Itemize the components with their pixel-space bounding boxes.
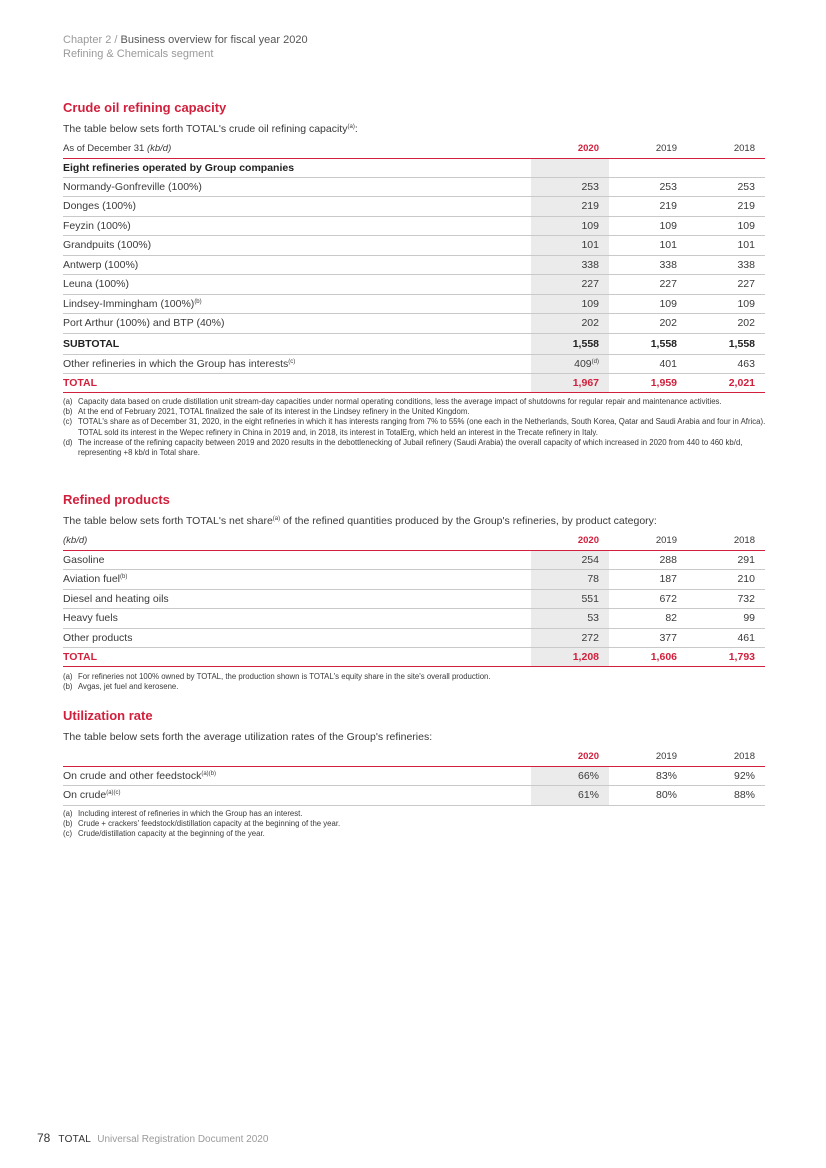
cell-2018: 338 (687, 255, 765, 275)
row-label-text: Normandy-Gonfreville (100%) (63, 180, 202, 193)
table-row (63, 275, 765, 295)
cell-2019: 109 (609, 294, 687, 314)
row-label (63, 216, 531, 236)
other-label-text: Other refineries in which the Group has interests (63, 357, 289, 370)
total-2020: 1,208 (531, 648, 609, 667)
footnote (63, 397, 767, 407)
footnote-text: Crude/distillation capacity at the beginning of the year. (78, 829, 265, 839)
header-as-of: As of December 31 (63, 143, 145, 154)
row-label-text: Feyzin (100%) (63, 219, 131, 232)
table-row (63, 628, 765, 648)
footnote-text: Capacity data based on crude distillation unit stream-day capacities under normal operating conditions, less the average impact of shutdowns for regular repair and maintenance activities. (78, 397, 722, 406)
header-label (63, 535, 531, 550)
utilization-table (63, 751, 765, 806)
products-intro-end: of the refined quantities produced by the Group's refineries, by product category: (280, 515, 657, 527)
cell-2018 (687, 158, 765, 177)
page-header (63, 34, 308, 61)
row-label-text: On crude and other feedstock (63, 769, 202, 782)
cell-2019: 227 (609, 275, 687, 295)
capacity-section-title: Crude oil refining capacity (63, 100, 227, 115)
total-row (63, 374, 765, 393)
year-2018-header: 2018 (687, 143, 765, 158)
row-label (63, 628, 531, 648)
cell-2019: 187 (609, 570, 687, 590)
row-label-text: Antwerp (100%) (63, 258, 139, 271)
products-rows (63, 550, 765, 648)
capacity-intro-sup: (a) (347, 124, 355, 130)
footnote-text: TOTAL's share as of December 31, 2020, in the eight refineries in which it has interests ranging from 7% to 55% (one each in the Netherlands, South Korea, Qatar and Saudi Arabia and four in Africa). TOTAL sold its interest in the Wepec refinery in China in 2019 and, in 2018, its interest in TotalErg, which held an interest in the Trecate refinery in Italy. (78, 417, 766, 437)
products-intro-sup: (a) (272, 516, 281, 522)
cell-2020: 109 (531, 294, 609, 314)
footnote-text: Crude + crackers' feedstock/distillation capacity at the beginning of the year. (78, 819, 341, 829)
subtotal-row (63, 333, 765, 354)
table-row (63, 314, 765, 334)
utilization-intro: The table below sets forth the average utilization rates of the Group's refineries: (63, 731, 433, 743)
footnote-key: (b) (63, 682, 73, 692)
footnote-text: The increase of the refining capacity between 2019 and 2020 results in the debottlenecking of Jubail refinery (Saudi Arabia) the overall capacity of which increased in 2020 from 440 to 460 kb/d, representing +8 kb/d in Total share. (78, 437, 743, 458)
year-2020-header: 2020 (531, 143, 609, 158)
products-footnotes (63, 672, 767, 692)
cell-2018: 202 (687, 314, 765, 334)
year-2019-header: 2019 (609, 751, 687, 766)
utilization-section-title: Utilization rate (63, 708, 153, 723)
cell-2020: 272 (531, 628, 609, 648)
products-intro (63, 515, 657, 527)
row-label (63, 314, 531, 334)
year-2020-header: 2020 (531, 751, 609, 766)
cell-2019: 219 (609, 197, 687, 217)
footnote (63, 682, 767, 692)
cell-2020: 66% (531, 766, 609, 786)
cell-2020: 101 (531, 236, 609, 256)
cell-2018: 219 (687, 197, 765, 217)
table-row (63, 570, 765, 590)
year-2019-header: 2019 (609, 535, 687, 550)
footnote-key: (b) (63, 407, 73, 417)
segment-label: Refining & Chemicals segment (63, 47, 214, 60)
row-label-text: Gasoline (63, 553, 105, 566)
utilization-rows (63, 766, 765, 805)
footnote-key: (b) (63, 819, 73, 829)
cell-2019: 672 (609, 589, 687, 609)
total-row (63, 648, 765, 667)
brand-name: TOTAL (58, 1134, 92, 1145)
products-table (63, 535, 765, 667)
cell-2020: 227 (531, 275, 609, 295)
cell-2018: 227 (687, 275, 765, 295)
table-row (63, 236, 765, 256)
total-label: TOTAL (63, 648, 531, 667)
cell-2019: 82 (609, 609, 687, 629)
other-label (63, 354, 531, 374)
total-2018: 1,793 (687, 648, 765, 667)
header-label (63, 143, 531, 158)
capacity-rows (63, 177, 765, 333)
cell-2020 (531, 158, 609, 177)
row-label-sup: (a)(b) (201, 770, 217, 777)
footnote (63, 809, 767, 819)
cell-2018: 291 (687, 550, 765, 570)
row-label (63, 609, 531, 629)
row-label-text: Donges (100%) (63, 200, 136, 213)
capacity-intro-text: The table below sets forth TOTAL's crude oil refining capacity (63, 123, 348, 135)
capacity-footnotes (63, 397, 767, 458)
row-label (63, 570, 531, 590)
row-label-text: Heavy fuels (63, 612, 118, 625)
cell-2019: 109 (609, 216, 687, 236)
footnote-key: (d) (63, 437, 73, 447)
table-row (63, 294, 765, 314)
footnote-key: (a) (63, 397, 73, 406)
capacity-table (63, 143, 765, 393)
total-label: TOTAL (63, 374, 531, 393)
cell-2018: 109 (687, 294, 765, 314)
row-label-text: Grandpuits (100%) (63, 239, 152, 252)
utilization-footnotes (63, 809, 767, 840)
cell-2019: 101 (609, 236, 687, 256)
footnote (63, 438, 767, 458)
footnote-text: Including interest of refineries in which the Group has an interest. (78, 809, 303, 818)
cell-2020: 253 (531, 177, 609, 197)
total-2019: 1,606 (609, 648, 687, 667)
row-label (63, 236, 531, 256)
table-row (63, 589, 765, 609)
footnote-key: (a) (63, 672, 73, 681)
row-label (63, 294, 531, 314)
footnote-text: At the end of February 2021, TOTAL finalized the sale of its interest in the Lindsey refinery in the United Kingdom. (78, 407, 470, 417)
row-label-text: On crude (63, 789, 107, 802)
row-label (63, 177, 531, 197)
cell-2019: 83% (609, 766, 687, 786)
footnote (63, 407, 767, 417)
other-2020-value: 409 (574, 357, 592, 370)
table-row (63, 550, 765, 570)
cell-2019: 253 (609, 177, 687, 197)
header-unit: (kb/d) (146, 143, 172, 154)
row-label (63, 550, 531, 570)
footnote-key: (c) (63, 417, 73, 427)
products-intro-text: The table below sets forth TOTAL's net share (63, 515, 273, 527)
table-row (63, 766, 765, 786)
subtotal-label: SUBTOTAL (63, 333, 531, 354)
chapter-title: Business overview for fiscal year 2020 (120, 34, 308, 46)
cell-2020: 551 (531, 589, 609, 609)
cell-2020: 338 (531, 255, 609, 275)
footnote (63, 819, 767, 829)
cell-2018: 92% (687, 766, 765, 786)
other-refineries-row (63, 354, 765, 374)
page-footer (37, 1131, 268, 1145)
cell-2018: 109 (687, 216, 765, 236)
other-2020-sup: (d) (591, 358, 599, 365)
cell-2020: 254 (531, 550, 609, 570)
year-2018-header: 2018 (687, 535, 765, 550)
cell-2018: 99 (687, 609, 765, 629)
footnote-text: For refineries not 100% owned by TOTAL, the production shown is TOTAL's equity share in the site's overall production. (78, 672, 491, 681)
table-row (63, 197, 765, 217)
row-label-text: Leuna (100%) (63, 278, 129, 291)
subtotal-2019: 1,558 (609, 333, 687, 354)
cell-2018: 101 (687, 236, 765, 256)
chapter-label: Chapter 2 (63, 34, 112, 46)
cell-2019: 80% (609, 786, 687, 806)
other-label-sup: (c) (288, 358, 296, 365)
table-header-row (63, 535, 765, 550)
total-2019: 1,959 (609, 374, 687, 393)
other-2019: 401 (609, 354, 687, 374)
group-label: Eight refineries operated by Group companies (63, 158, 531, 177)
cell-2018: 461 (687, 628, 765, 648)
table-header-row (63, 143, 765, 158)
year-2018-header: 2018 (687, 751, 765, 766)
footnote (63, 829, 767, 839)
total-2018: 2,021 (687, 374, 765, 393)
page-number: 78 (37, 1131, 51, 1145)
row-label-text: Other products (63, 631, 133, 644)
row-label-text: Diesel and heating oils (63, 592, 169, 605)
subtotal-2020: 1,558 (531, 333, 609, 354)
table-row (63, 177, 765, 197)
cell-2020: 53 (531, 609, 609, 629)
cell-2020: 61% (531, 786, 609, 806)
row-label (63, 786, 531, 806)
products-section-title: Refined products (63, 492, 170, 507)
year-2020-header: 2020 (531, 535, 609, 550)
other-2020 (531, 354, 609, 374)
cell-2020: 109 (531, 216, 609, 236)
cell-2018: 253 (687, 177, 765, 197)
footnote-key: (a) (63, 809, 73, 818)
cell-2019: 338 (609, 255, 687, 275)
cell-2020: 202 (531, 314, 609, 334)
group-row (63, 158, 765, 177)
cell-2019: 288 (609, 550, 687, 570)
cell-2020: 219 (531, 197, 609, 217)
cell-2019: 377 (609, 628, 687, 648)
document-title: Universal Registration Document 2020 (97, 1134, 269, 1145)
cell-2018: 88% (687, 786, 765, 806)
footnote-text: Avgas, jet fuel and kerosene. (78, 682, 179, 692)
row-label (63, 589, 531, 609)
cell-2019: 202 (609, 314, 687, 334)
cell-2018: 732 (687, 589, 765, 609)
row-label (63, 255, 531, 275)
row-label (63, 275, 531, 295)
footnote-key: (c) (63, 829, 73, 839)
row-label (63, 766, 531, 786)
row-label-text: Port Arthur (100%) and BTP (40%) (63, 317, 225, 330)
table-row (63, 609, 765, 629)
table-row (63, 216, 765, 236)
chapter-line: Chapter 2 / Business overview for fiscal year 2020 (63, 34, 308, 46)
year-2019-header: 2019 (609, 143, 687, 158)
header-unit: (kb/d) (63, 535, 88, 546)
cell-2018: 210 (687, 570, 765, 590)
row-label (63, 197, 531, 217)
other-2018: 463 (687, 354, 765, 374)
row-label-text: Lindsey-Immingham (100%) (63, 297, 195, 310)
subtotal-2018: 1,558 (687, 333, 765, 354)
row-label-text: Aviation fuel (63, 573, 121, 586)
header-label (63, 751, 531, 766)
total-2020: 1,967 (531, 374, 609, 393)
footnote (63, 417, 767, 437)
capacity-intro (63, 123, 358, 135)
footnote (63, 672, 767, 682)
row-label-sup: (a)(c) (106, 790, 121, 797)
cell-2020: 78 (531, 570, 609, 590)
row-label-sup: (b) (194, 298, 202, 305)
table-header-row (63, 751, 765, 766)
capacity-intro-end: : (354, 123, 358, 135)
row-label-sup: (b) (120, 574, 128, 581)
table-row (63, 255, 765, 275)
cell-2019 (609, 158, 687, 177)
table-row (63, 786, 765, 806)
